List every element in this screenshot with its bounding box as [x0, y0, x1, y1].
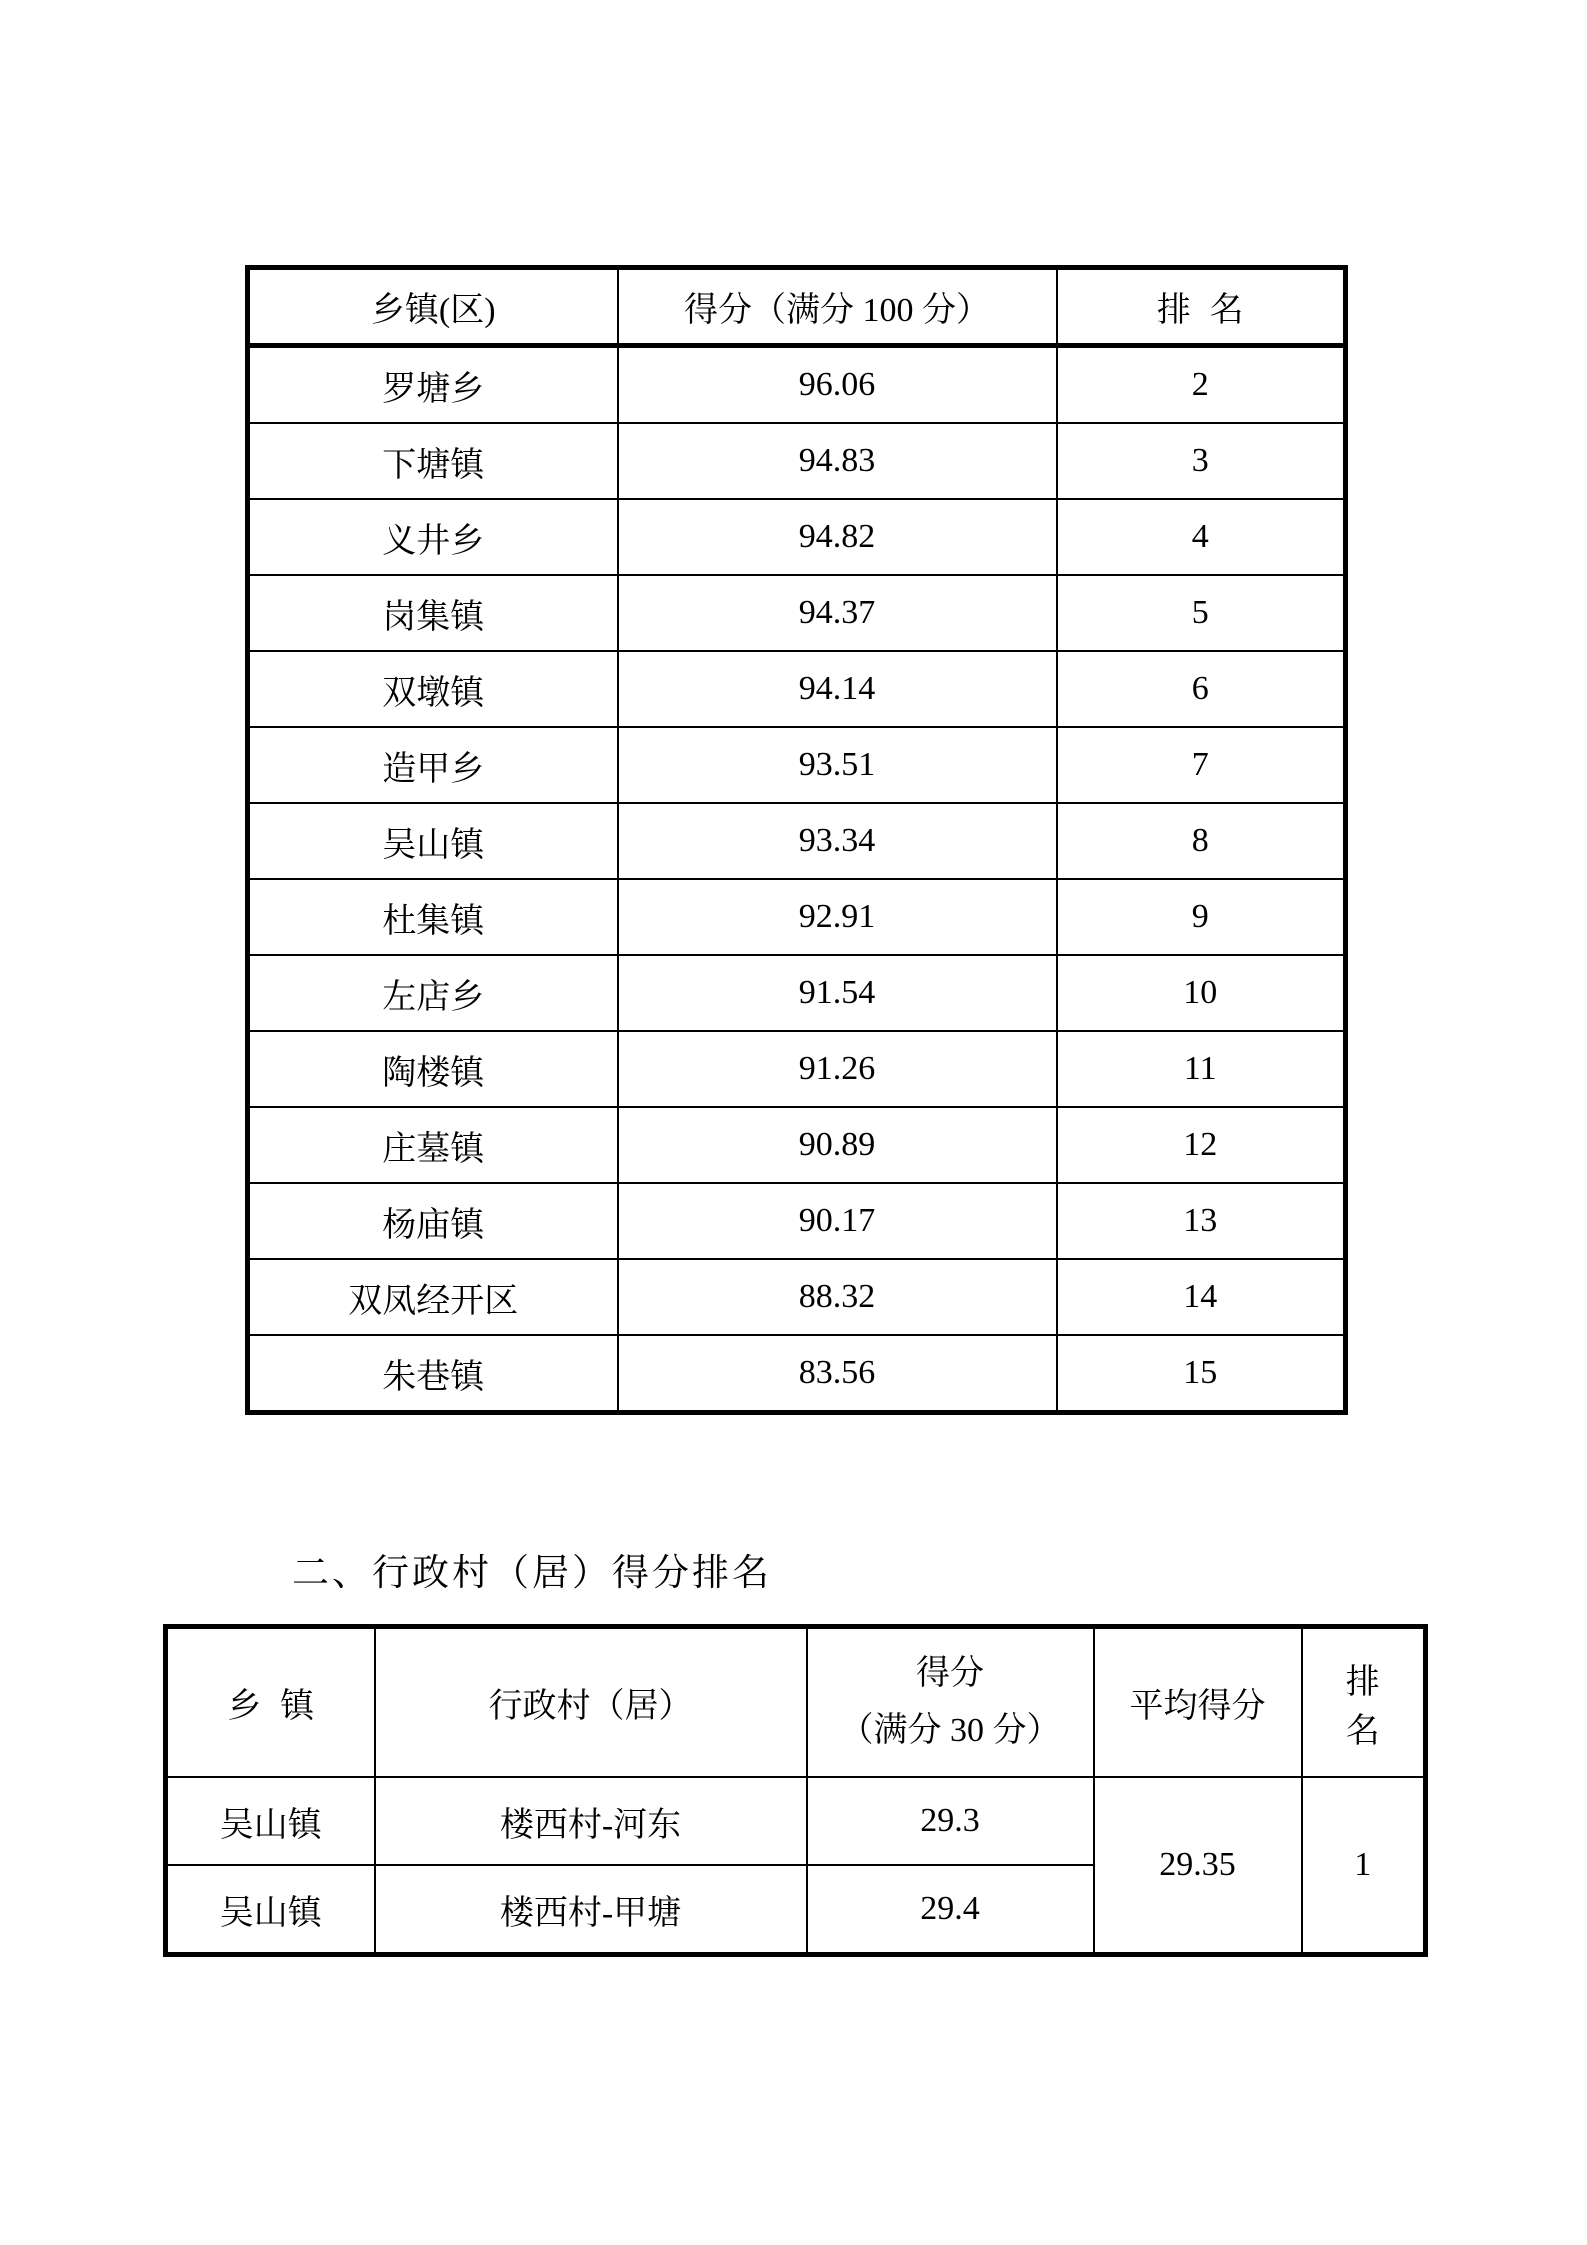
- score-cell: 88.32: [618, 1259, 1057, 1335]
- table1-header-rank: 排名: [1057, 268, 1346, 346]
- table2-header-town: 乡镇: [166, 1627, 375, 1778]
- village-cell: 楼西村-河东: [375, 1777, 807, 1865]
- table2-header-score-line1: 得分: [916, 1655, 984, 1693]
- rank-cell: 3: [1057, 423, 1346, 499]
- table2-header-rank: 排名: [1302, 1627, 1426, 1778]
- table-row: [248, 955, 1346, 1031]
- score-cell: 29.3: [807, 1777, 1094, 1865]
- township-cell: 下塘镇: [248, 423, 618, 499]
- score-cell: 92.91: [618, 879, 1057, 955]
- township-ranking-table: [245, 265, 1348, 1415]
- score-cell: 90.89: [618, 1107, 1057, 1183]
- table2-header-village: 行政村（居）: [375, 1627, 807, 1778]
- rank-cell: 12: [1057, 1107, 1346, 1183]
- table2-header-avg: 平均得分: [1094, 1627, 1302, 1778]
- score-cell: 94.14: [618, 651, 1057, 727]
- table-row: [248, 803, 1346, 879]
- rank-cell: 15: [1057, 1335, 1346, 1413]
- score-cell: 93.34: [618, 803, 1057, 879]
- table1-header-row: [248, 268, 1346, 346]
- township-cell: 杨庙镇: [248, 1183, 618, 1259]
- rank-cell: 13: [1057, 1183, 1346, 1259]
- township-cell: 双凤经开区: [248, 1259, 618, 1335]
- township-cell: 左店乡: [248, 955, 618, 1031]
- table-row: [248, 1259, 1346, 1335]
- table-row: [166, 1777, 1426, 1865]
- township-cell: 岗集镇: [248, 575, 618, 651]
- township-cell: 罗塘乡: [248, 346, 618, 424]
- rank-cell: 1: [1302, 1777, 1426, 1955]
- township-cell: 杜集镇: [248, 879, 618, 955]
- township-cell: 双墩镇: [248, 651, 618, 727]
- table2-header-score: [807, 1627, 1094, 1778]
- score-cell: 93.51: [618, 727, 1057, 803]
- village-ranking-table: [163, 1624, 1428, 1957]
- rank-cell: 9: [1057, 879, 1346, 955]
- rank-cell: 6: [1057, 651, 1346, 727]
- rank-cell: 8: [1057, 803, 1346, 879]
- town-cell: 吴山镇: [166, 1777, 375, 1865]
- table-row: [248, 1335, 1346, 1413]
- rank-cell: 11: [1057, 1031, 1346, 1107]
- table1-header-score: 得分（满分 100 分）: [618, 268, 1057, 346]
- rank-cell: 10: [1057, 955, 1346, 1031]
- rank-cell: 2: [1057, 346, 1346, 424]
- township-cell: 朱巷镇: [248, 1335, 618, 1413]
- township-cell: 陶楼镇: [248, 1031, 618, 1107]
- table-row: [248, 651, 1346, 727]
- table-row: [248, 423, 1346, 499]
- section-heading: 二、行政村（居）得分排名: [292, 1553, 772, 1594]
- table-row: [248, 1183, 1346, 1259]
- table-row: [248, 575, 1346, 651]
- township-cell: 庄墓镇: [248, 1107, 618, 1183]
- table2-header-row: [166, 1627, 1426, 1778]
- rank-cell: 14: [1057, 1259, 1346, 1335]
- township-cell: 造甲乡: [248, 727, 618, 803]
- rank-cell: 4: [1057, 499, 1346, 575]
- table-row: [248, 346, 1346, 424]
- town-cell: 吴山镇: [166, 1865, 375, 1955]
- score-cell: 96.06: [618, 346, 1057, 424]
- score-cell: 83.56: [618, 1335, 1057, 1413]
- rank-cell: 7: [1057, 727, 1346, 803]
- score-cell: 94.83: [618, 423, 1057, 499]
- score-cell: 90.17: [618, 1183, 1057, 1259]
- score-cell: 91.26: [618, 1031, 1057, 1107]
- score-cell: 91.54: [618, 955, 1057, 1031]
- table-row: [248, 1031, 1346, 1107]
- score-cell: 94.82: [618, 499, 1057, 575]
- rank-cell: 5: [1057, 575, 1346, 651]
- table2-header-score-line2: （满分 30 分）: [839, 1711, 1061, 1749]
- village-cell: 楼西村-甲塘: [375, 1865, 807, 1955]
- score-cell: 29.4: [807, 1865, 1094, 1955]
- table-row: [248, 1107, 1346, 1183]
- township-cell: 义井乡: [248, 499, 618, 575]
- table-row: [248, 879, 1346, 955]
- avg-score-cell: 29.35: [1094, 1777, 1302, 1955]
- table1-header-township: 乡镇(区): [248, 268, 618, 346]
- table-row: [248, 499, 1346, 575]
- township-cell: 吴山镇: [248, 803, 618, 879]
- score-cell: 94.37: [618, 575, 1057, 651]
- table-row: [248, 727, 1346, 803]
